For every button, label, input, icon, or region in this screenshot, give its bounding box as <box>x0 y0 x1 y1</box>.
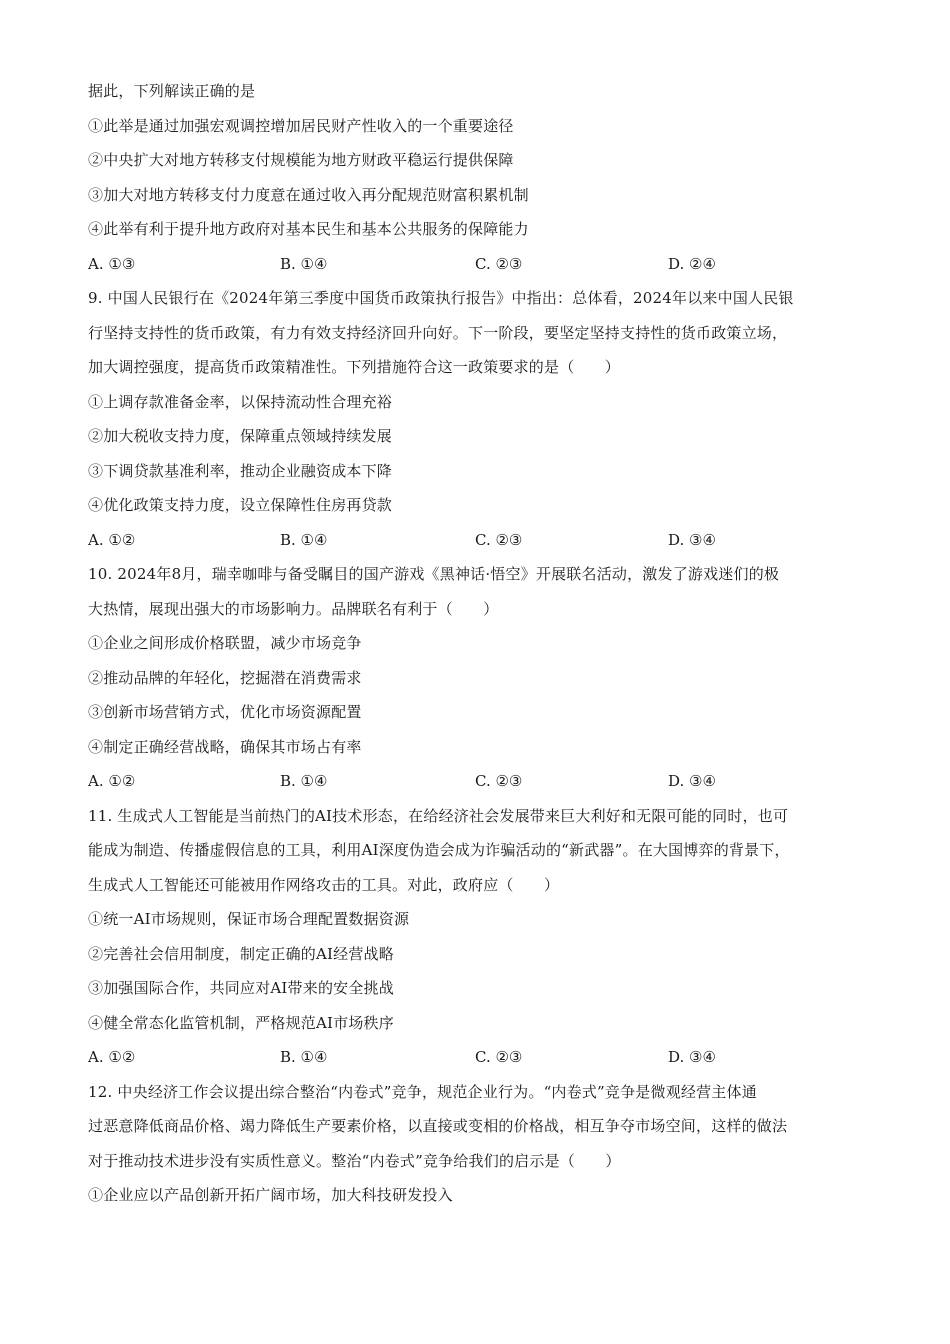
question-11-stem-line-2: 能成为制造、传播虚假信息的工具，利用AI深度伪造会成为诈骗活动的“新武器”。在大国博弈的背景下， <box>88 841 790 859</box>
question-12 <box>88 1075 888 1213</box>
question-10-option-d: D. ③④ <box>668 772 716 790</box>
question-8-option-a: A. ①③ <box>88 254 136 273</box>
question-8 <box>88 74 888 281</box>
question-12-stem-line-3: 对于推动技术进步没有实质性意义。整治“内卷式”竞争给我们的启示是（ ） <box>88 1151 621 1170</box>
question-8-option-d: D. ②④ <box>668 254 716 273</box>
question-11-statement-3: ③加强国际合作，共同应对AI带来的安全挑战 <box>88 979 394 997</box>
question-11-option-d: D. ③④ <box>668 1048 716 1066</box>
question-8-lead: 据此，下列解读正确的是 <box>88 82 256 100</box>
exam-page <box>88 74 888 1213</box>
question-10 <box>88 557 888 799</box>
question-11-statement-4: ④健全常态化监管机制，严格规范AI市场秩序 <box>88 1013 394 1032</box>
question-9-option-c: C. ②③ <box>475 530 523 549</box>
question-9-option-b: B. ①④ <box>280 530 328 549</box>
question-8-statement-4: ④此举有利于提升地方政府对基本民生和基本公共服务的保障能力 <box>88 220 529 238</box>
question-8-statement-3: ③加大对地方转移支付力度意在通过收入再分配规范财富积累机制 <box>88 185 529 204</box>
question-11-statement-1: ①统一AI市场规则，保证市场合理配置数据资源 <box>88 910 410 928</box>
question-11-stem-line-1: 11. 生成式人工智能是当前热门的AI技术形态，在给经济社会发展带来巨大利好和无限可能的同时，也可 <box>88 806 789 825</box>
question-10-statement-4: ④制定正确经营战略，确保其市场占有率 <box>88 737 362 756</box>
question-10-statement-2: ②推动品牌的年轻化，挖掘潜在消费需求 <box>88 668 362 687</box>
question-8-options <box>88 247 888 282</box>
question-9-option-a: A. ①② <box>88 530 136 549</box>
question-9-option-d: D. ③④ <box>668 530 716 549</box>
question-10-option-b: B. ①④ <box>280 772 328 790</box>
question-8-option-c: C. ②③ <box>475 254 523 273</box>
question-11-stem-line-3: 生成式人工智能还可能被用作网络攻击的工具。对此，政府应（ ） <box>88 875 560 894</box>
question-9-statement-4: ④优化政策支持力度，设立保障性住房再贷款 <box>88 496 393 514</box>
question-8-option-b: B. ①④ <box>280 254 328 273</box>
question-9-statement-2: ②加大税收支持力度，保障重点领域持续发展 <box>88 427 393 445</box>
question-9-stem-line-2: 行坚持支持性的货币政策，有力有效支持经济回升向好。下一阶段，要坚定坚持支持性的货币政策立场， <box>88 323 788 342</box>
question-9-options <box>88 523 888 558</box>
question-8-statement-1: ①此举是通过加强宏观调控增加居民财产性收入的一个重要途径 <box>88 116 514 135</box>
question-10-options <box>88 764 888 799</box>
question-8-statement-2: ②中央扩大对地方转移支付规模能为地方财政平稳运行提供保障 <box>88 151 514 169</box>
question-12-stem-line-1: 12. 中央经济工作会议提出综合整治“内卷式”竞争，规范企业行为。“内卷式”竞争是微观经营主体通 <box>88 1082 757 1101</box>
question-11-statement-2: ②完善社会信用制度，制定正确的AI经营战略 <box>88 944 394 963</box>
question-11-option-c: C. ②③ <box>475 1048 523 1066</box>
question-9-statement-3: ③下调贷款基准利率，推动企业融资成本下降 <box>88 461 393 480</box>
question-9-stem-line-3: 加大调控强度，提高货币政策精准性。下列措施符合这一政策要求的是（ ） <box>88 358 621 376</box>
question-10-option-a: A. ①② <box>88 772 136 790</box>
question-12-statement-1: ①企业应以产品创新开拓广阔市场，加大科技研发投入 <box>88 1186 453 1204</box>
question-9-statement-1: ①上调存款准备金率，以保持流动性合理充裕 <box>88 392 393 411</box>
question-10-statement-1: ①企业之间形成价格联盟，减少市场竞争 <box>88 634 362 652</box>
question-10-stem-line-2: 大热情，展现出强大的市场影响力。品牌联名有利于（ ） <box>88 599 499 618</box>
question-10-statement-3: ③创新市场营销方式，优化市场资源配置 <box>88 703 362 721</box>
question-12-stem-line-2: 过恶意降低商品价格、竭力降低生产要素价格，以直接或变相的价格战，相互争夺市场空间，这样的做法 <box>88 1117 788 1135</box>
question-9 <box>88 281 888 557</box>
question-10-option-c: C. ②③ <box>475 772 523 790</box>
question-11-option-b: B. ①④ <box>280 1048 328 1066</box>
question-11 <box>88 799 888 1075</box>
question-11-options <box>88 1040 888 1075</box>
question-9-stem-line-1: 9. 中国人民银行在《2024年第三季度中国货币政策执行报告》中指出：总体看，2024年以来中国人民银 <box>88 289 794 307</box>
question-11-option-a: A. ①② <box>88 1048 136 1066</box>
question-10-stem-line-1: 10. 2024年8月，瑞幸咖啡与备受瞩目的国产游戏《黑神话·悟空》开展联名活动，激发了游戏迷们的极 <box>88 565 780 583</box>
